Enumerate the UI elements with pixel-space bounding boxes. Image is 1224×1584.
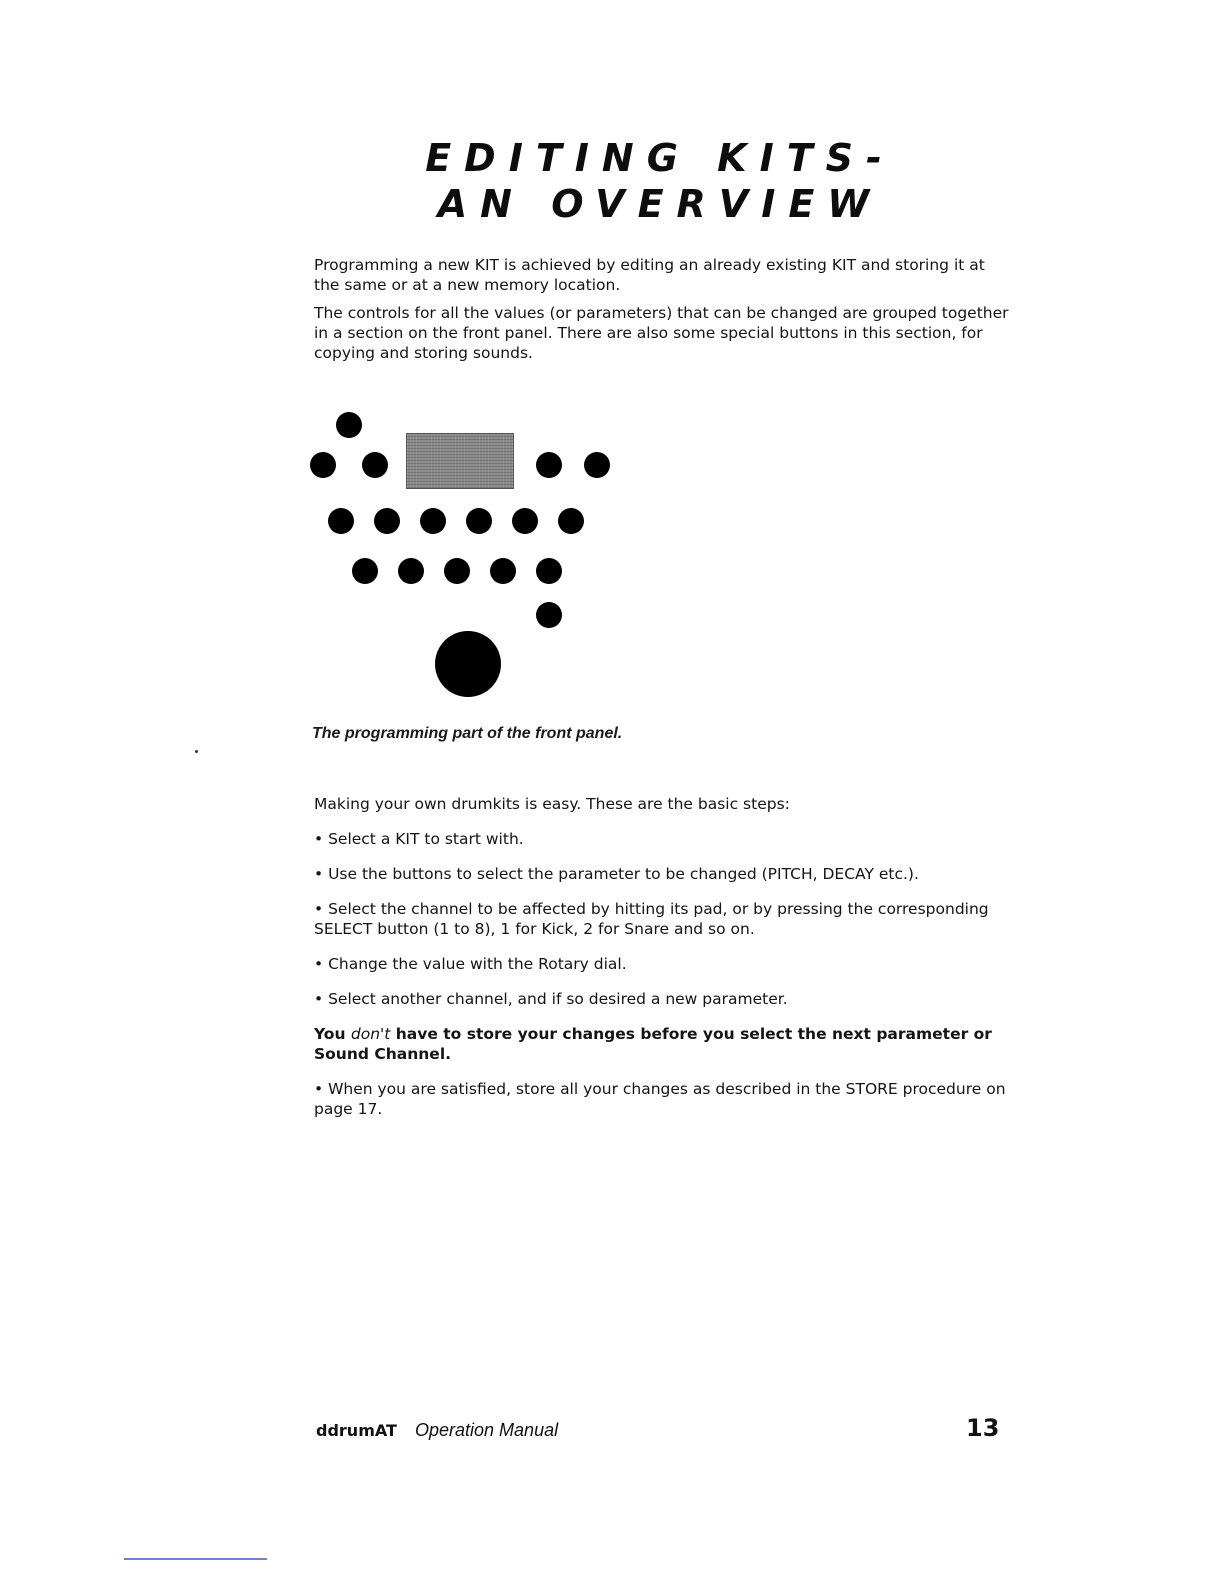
step-item: • Select a KIT to start with. <box>314 830 524 848</box>
rotary-dial <box>435 631 501 697</box>
bottom-rule <box>124 1558 267 1560</box>
panel-button <box>374 508 400 534</box>
step-item: • Select another channel, and if so desired a new parameter. <box>314 990 788 1008</box>
footer-brand: ddrumAT <box>316 1421 397 1440</box>
steps-lead: Making your own drumkits is easy. These are the basic steps: <box>314 795 790 813</box>
front-panel-diagram <box>300 400 630 710</box>
store-note-post: have to store your changes before you select the next parameter or Sound Channel. <box>314 1025 992 1063</box>
panel-button <box>398 558 424 584</box>
store-note-pre: You <box>314 1025 351 1043</box>
panel-button <box>362 452 388 478</box>
step-item: • Use the buttons to select the parameter to be changed (PITCH, DECAY etc.). <box>314 865 919 883</box>
page-title-line-2: AN OVERVIEW <box>437 182 883 226</box>
panel-button <box>420 508 446 534</box>
store-note <box>314 1024 1014 1064</box>
page-number: 13 <box>966 1414 1000 1442</box>
panel-button <box>536 452 562 478</box>
footer-doc-title: Operation Manual <box>415 1420 559 1440</box>
lcd-display <box>406 433 514 489</box>
intro-paragraph-1: Programming a new KIT is achieved by editing an already existing KIT and storing it at the same or at a new memory location. <box>314 256 985 294</box>
step-item: • Change the value with the Rotary dial. <box>314 955 627 973</box>
panel-button <box>352 558 378 584</box>
panel-button <box>536 558 562 584</box>
figure-caption: The programming part of the front panel. <box>312 725 623 742</box>
step-item-final: • When you are satisfied, store all your changes as described in the STORE procedure on page 17. <box>314 1080 1006 1118</box>
panel-button <box>466 508 492 534</box>
panel-button <box>490 558 516 584</box>
panel-button <box>444 558 470 584</box>
panel-button <box>512 508 538 534</box>
panel-button <box>328 508 354 534</box>
step-item: • Select the channel to be affected by hitting its pad, or by pressing the corresponding SELECT button (1 to 8), 1 for Kick, 2 for Snare and so on. <box>314 900 989 938</box>
panel-button <box>584 452 610 478</box>
scan-speck <box>195 750 198 753</box>
page-title-line-1: EDITING KITS- <box>425 136 895 180</box>
panel-button <box>336 412 362 438</box>
intro-paragraph-2: The controls for all the values (or parameters) that can be changed are grouped together in a section on the front panel. There are also some special buttons in this section, for copying and storing sounds. <box>314 304 1009 362</box>
store-note-emphasis: don't <box>350 1025 391 1043</box>
panel-button <box>558 508 584 534</box>
panel-button <box>310 452 336 478</box>
panel-button <box>536 602 562 628</box>
